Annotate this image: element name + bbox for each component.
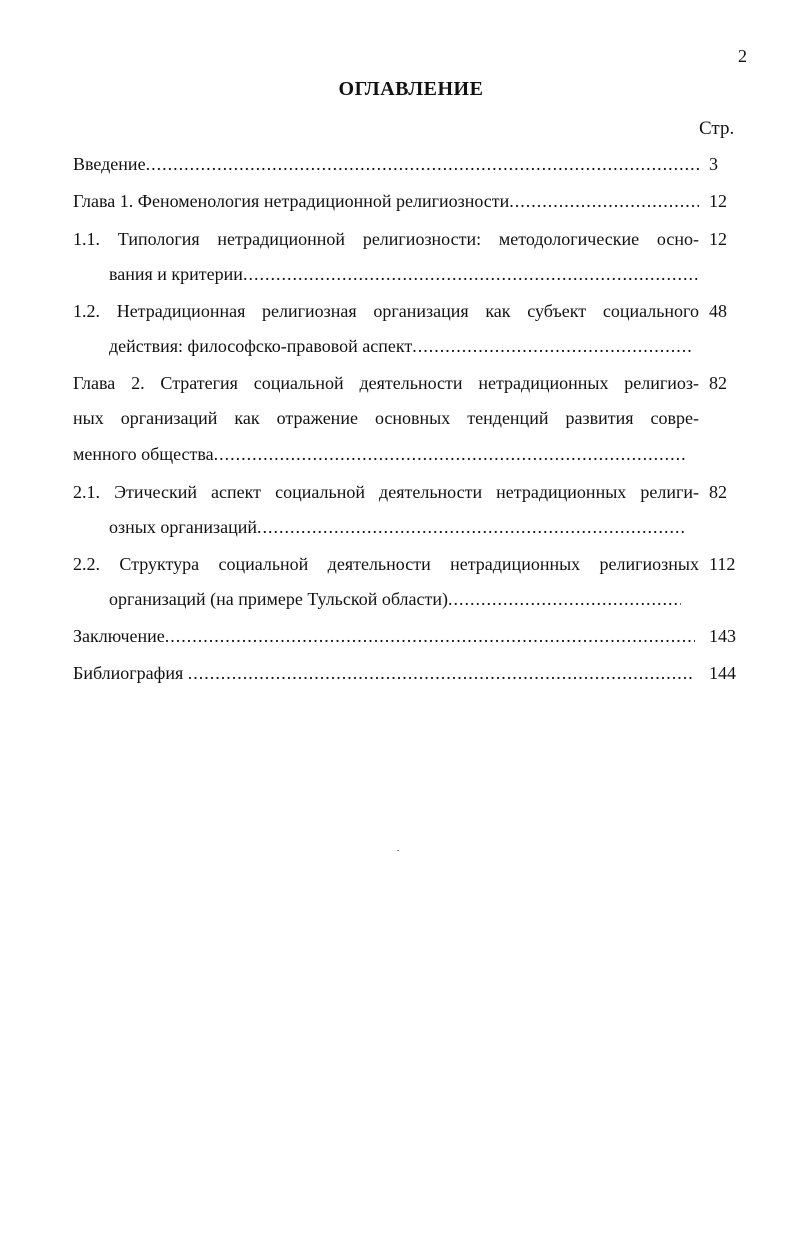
toc-page-number: 12	[709, 229, 727, 249]
leader-dots	[165, 626, 695, 646]
toc-page-number: 82	[709, 373, 727, 393]
toc-entry-line	[73, 622, 695, 650]
toc-entry-text: Введение	[73, 154, 146, 174]
toc-entry-line	[109, 260, 699, 288]
leader-dots	[243, 264, 699, 284]
toc-page-number: 144	[709, 663, 736, 683]
toc-entry-text: 1.1. Типология нетрадиционной религиозности: методологические осно-	[73, 229, 699, 249]
toc-entry-text: вания и критерии	[109, 264, 243, 284]
toc-entry-text: 2.1. Этический аспект социальной деятельности нетрадиционных религи-	[73, 482, 699, 502]
toc-entry-text: озных организаций	[109, 517, 257, 537]
toc-entry-text: Библиография	[73, 663, 188, 683]
leader-dots	[509, 191, 699, 211]
leader-dots	[448, 589, 681, 609]
toc-page-number: 48	[709, 301, 727, 321]
scan-speck	[397, 850, 399, 851]
toc-page-number: 143	[709, 626, 736, 646]
toc-page-number: 112	[709, 554, 736, 574]
toc-entry-text: действия: философско-правовой аспект	[109, 336, 413, 356]
toc-page-number: 3	[709, 154, 718, 174]
toc-entry-line	[73, 187, 699, 215]
toc-entry-line	[109, 332, 691, 360]
toc-entry-line	[109, 513, 685, 541]
toc-entry-line	[73, 440, 687, 468]
leader-dots	[214, 444, 687, 464]
leader-dots	[412, 336, 691, 356]
toc-entry-line	[109, 585, 681, 613]
toc-entry-text: Глава 2. Стратегия социальной деятельности нетрадиционных религиоз-	[73, 373, 699, 393]
toc-entry-text: Заключение	[73, 626, 165, 646]
toc-entry-text: ных организаций как отражение основных тенденций развития совре-	[73, 408, 699, 428]
toc-entry-text: менного общества	[73, 444, 214, 464]
toc-title: ОГЛАВЛЕНИЕ	[338, 78, 484, 100]
toc-page-number: 12	[709, 191, 727, 211]
page-column-header: Стр.	[699, 118, 735, 139]
toc-entry-text: Глава 1. Феноменология нетрадиционной религиозности	[73, 191, 510, 211]
leader-dots	[146, 154, 699, 174]
page-number: 2	[738, 46, 747, 66]
toc-entry-text: организаций (на примере Тульской области)	[109, 589, 449, 609]
toc-entry-text: 1.2. Нетрадиционная религиозная организация как субъект социального	[73, 301, 699, 321]
toc-entry-line	[73, 659, 695, 687]
toc-page-number: 82	[709, 482, 727, 502]
leader-dots	[257, 517, 685, 537]
toc-entry-text: 2.2. Структура социальной деятельности нетрадиционных религиозных	[73, 554, 699, 574]
leader-dots	[188, 663, 695, 683]
toc-entry-line	[73, 150, 699, 178]
